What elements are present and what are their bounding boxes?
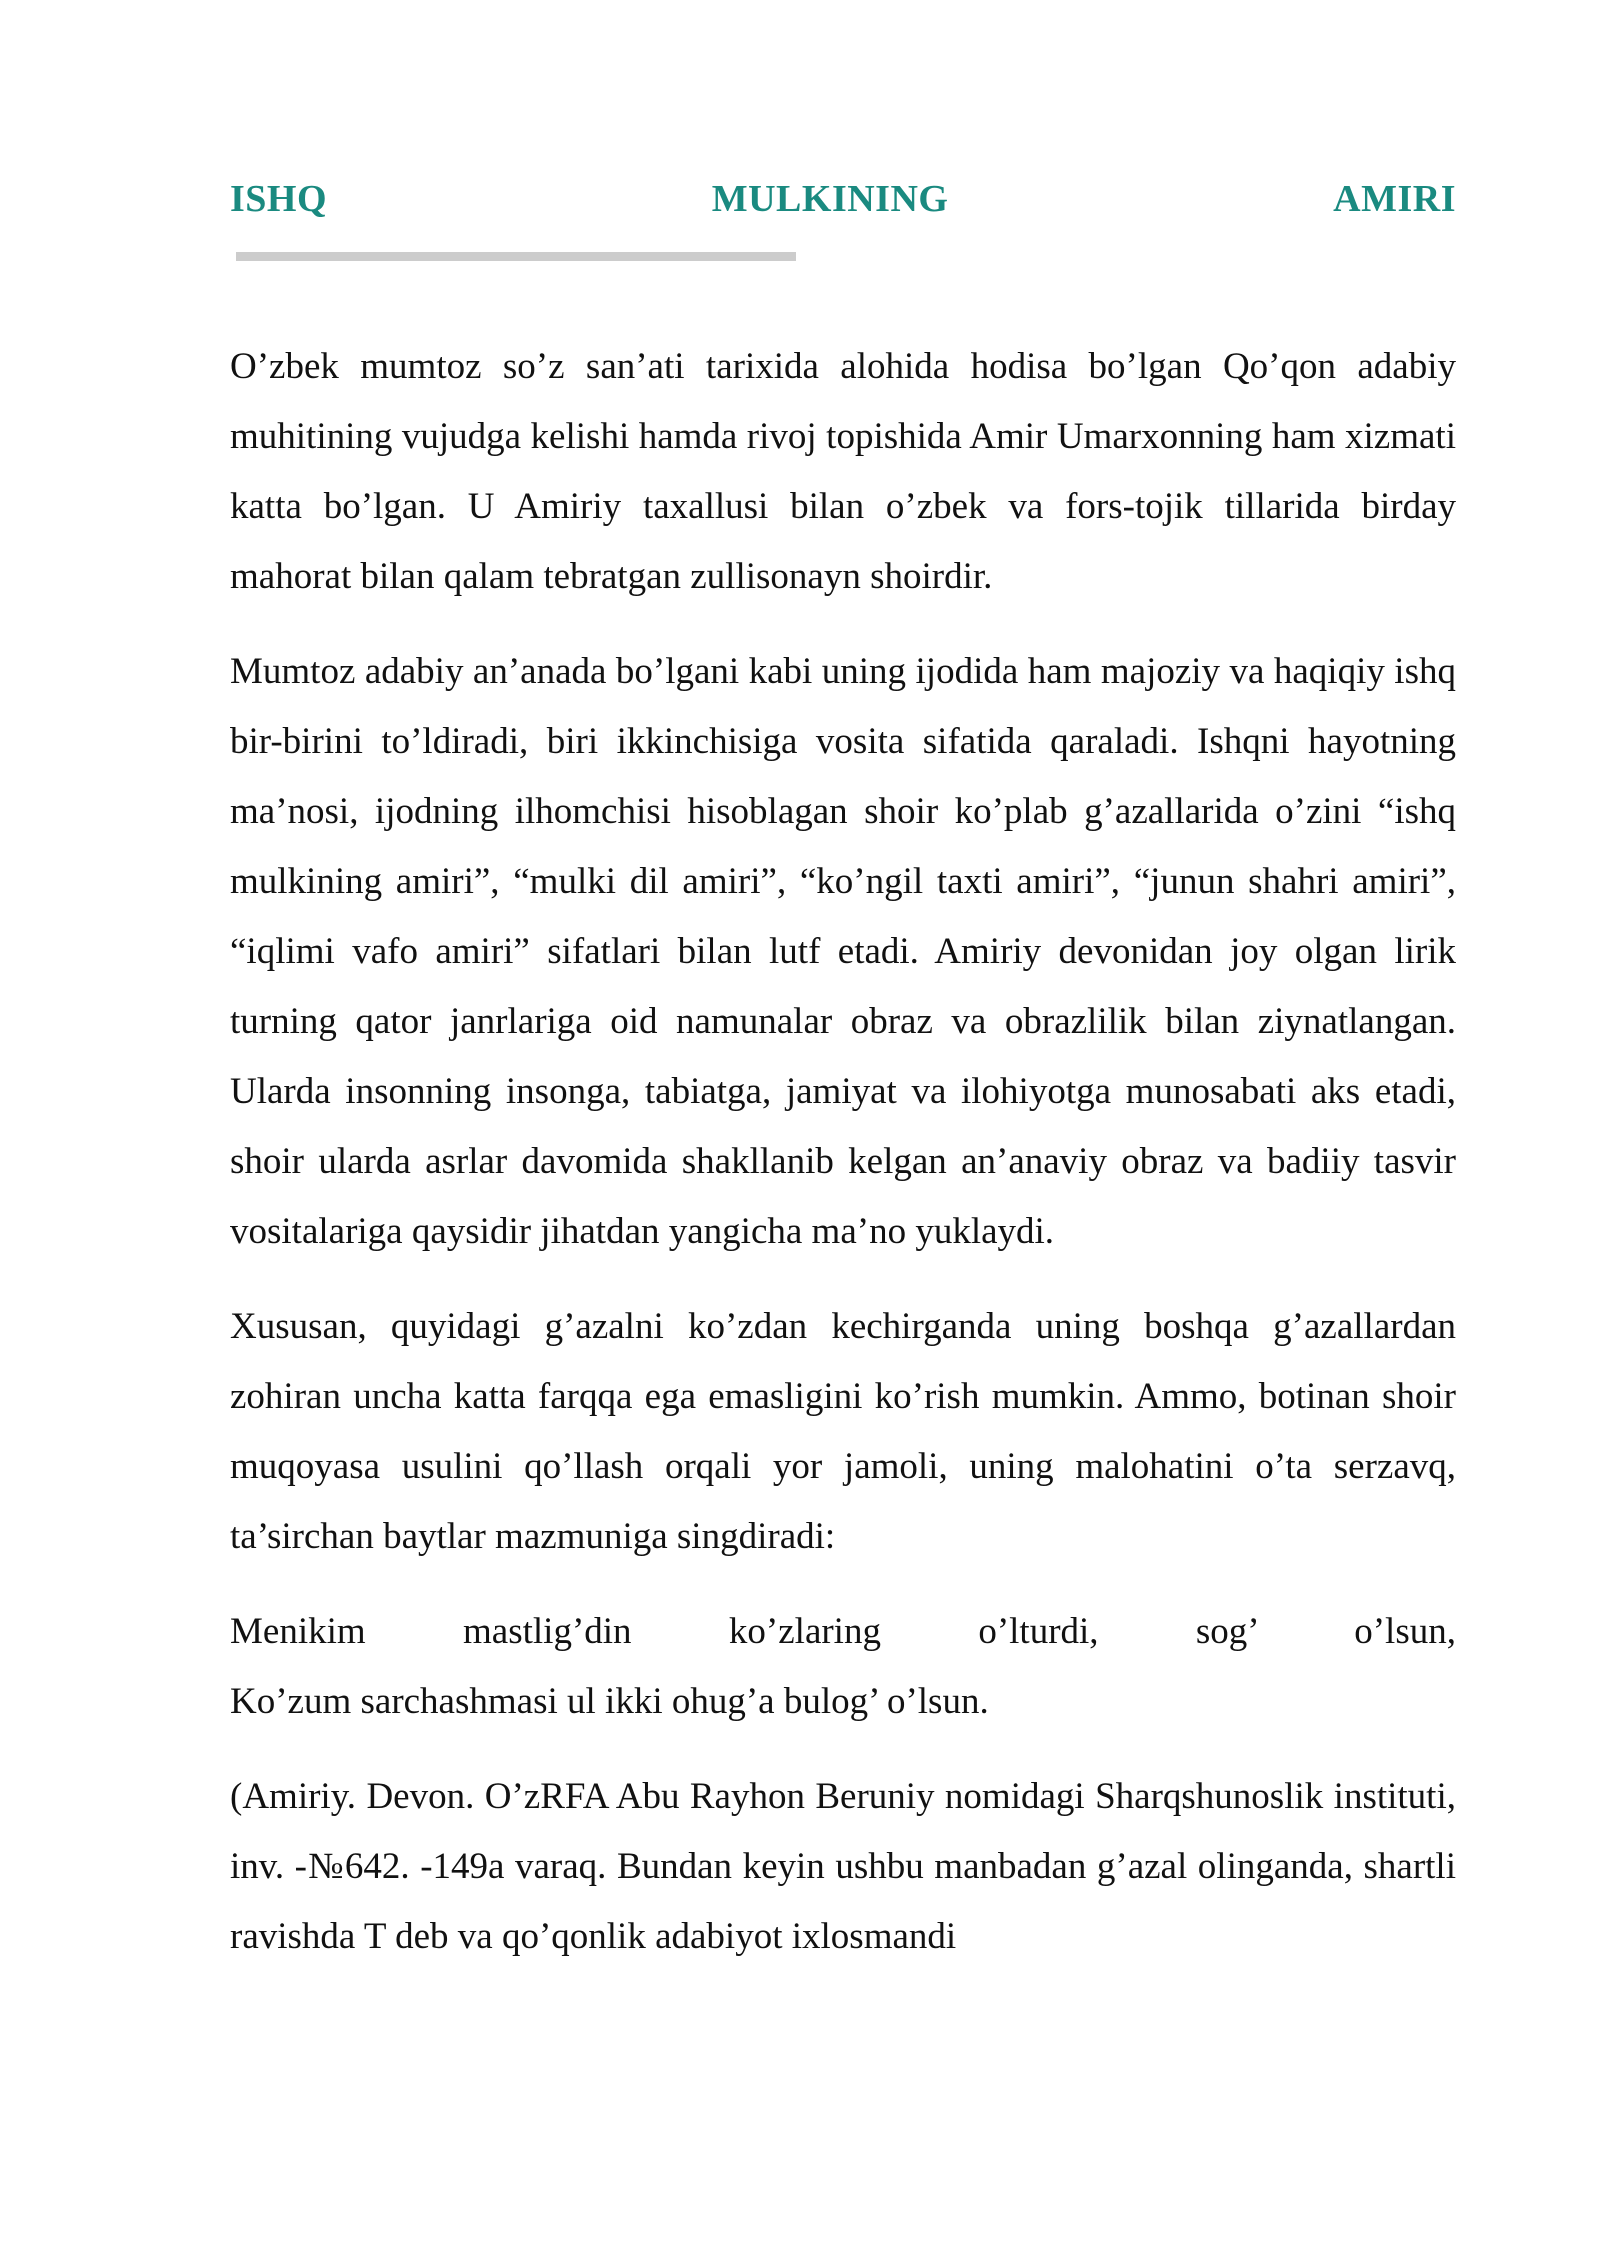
document-title [230, 176, 1456, 222]
paragraph-source-note: (Amiriy. Devon. O’zRFA Abu Rayhon Beruniy nomidagi Sharqshunoslik instituti, inv. -№642. -149a varaq. Bundan keyin ushbu manbadan g’azal olinganda, shartli ravishda T deb va qo’qonlik adabiyot ixlosmandi [230, 1776, 1456, 1957]
paragraph-gazal-intro: Xususan, quyidagi g’azalni ko’zdan kechirganda uning boshqa g’azallardan zohiran uncha katta farqqa ega emasligini ko’rish mumkin. Ammo, botinan shoir muqoyasa usulini qo’llash orqali yor jamoli, uning malohatini o’ta serzavq, ta’sirchan baytlar mazmuniga singdiradi: [230, 1306, 1456, 1557]
title-word-1: ISHQ [230, 178, 328, 220]
paragraph-intro: O’zbek mumtoz so’z san’ati tarixida alohida hodisa bo’lgan Qo’qon adabiy muhitining vujudga kelishi hamda rivoj topishida Amir Umarxonning ham xizmati katta bo’lgan. U Amiriy taxallusi bilan o’zbek va fors-tojik tillarida birday mahorat bilan qalam tebratgan zullisonayn shoirdir. [230, 346, 1456, 597]
verse-line-2: Ko’zum sarchashmasi ul ikki ohug’a bulog’ o’lsun. [230, 1681, 989, 1722]
title-underline-rule [236, 252, 796, 261]
title-word-2: MULKINING [711, 178, 949, 220]
paragraph-ishq-theme: Mumtoz adabiy an’anada bo’lgani kabi uning ijodida ham majoziy va haqiqiy ishq bir-birini to’ldiradi, biri ikkinchisiga vosita sifatida qaraladi. Ishqni hayotning ma’nosi, ijodning ilhomchisi hisoblagan shoir ko’plab g’azallarida o’zini “ishq mulkining amiri”, “mulki dil amiri”, “ko’ngil taxti amiri”, “junun shahri amiri”, “iqlimi vafo amiri” sifatlari bilan lutf etadi. Amiriy devonidan joy olgan lirik turning qator janrlariga oid namunalar obraz va obrazlilik bilan ziynatlangan. Ularda insonning insonga, tabiatga, jamiyat va ilohiyotga munosabati aks etadi, shoir ularda asrlar davomida shakllanib kelgan an’anaviy obraz va badiiy tasvir vositalariga qaysidir jihatdan yangicha ma’no yuklaydi. [230, 651, 1456, 1252]
document-body [230, 332, 1456, 1997]
verse-line-1: Menikim mastlig’din ko’zlaring o’lturdi, sog’ o’lsun, [230, 1611, 1456, 1652]
verse-couplet [230, 1597, 1456, 1737]
title-word-3: AMIRI [1333, 178, 1456, 220]
